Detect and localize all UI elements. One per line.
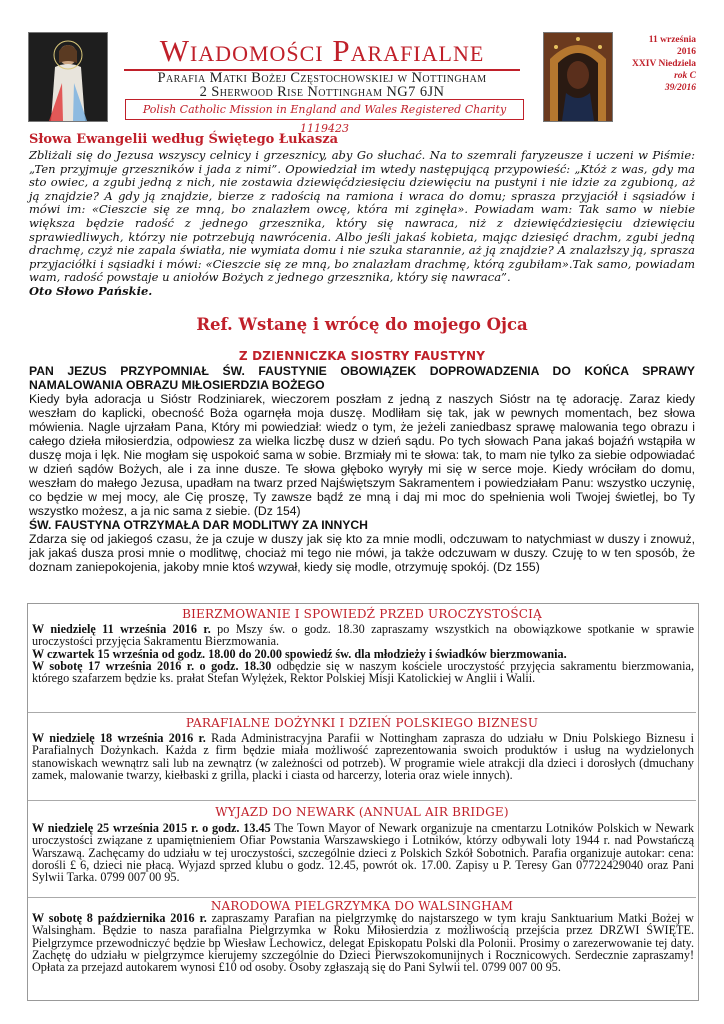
- newark-text: [32, 822, 694, 883]
- gospel-text: Zbliżali się do Jezusa wszyscy celnicy i grzesznicy, aby Go słuchać. Na to szemrali faryzeusze i uczeni w Piśmie: „Ten przyjmuje grzeszników i jada z nimi”. Opowiedział im wtedy następującą przypowieść: „Któż z was, gdy ma sto owiec, a zgubi jedną z nich, nie zostawia dziewięćdziesięciu dziewięciu na pustyni i nie idzie za zgubioną, aż ją znajdzie? A gdy ją znajdzie, bierze z radością na ramiona i wraca do domu; sprasza przyjaciół i sąsiadów i mówi im: «Cieszcie się ze mną, bo znalazłem owcę, która mi zginęła». Powiadam wam: Tak samo w niebie większa będzie radość z jednego grzesznika, który się nawraca, niż z dziewięćdziesięciu dziewięciu sprawiedliwych, którzy nie potrzebują nawrócenia. Albo jeśli jakaś kobieta, mając dziesięć drachm, zgubi jedną drachmę, czyż nie zapala światła, nie wymiata domu i nie szuka starannie, aż ją znajdzie? A znalazłszy ją, sprasza przyjaciółki i sąsiadki i mówi: «Cieszcie się ze mną, bo znalazłam drachmę, którą zgubiłam».Tak samo, powiadam wam, radość powstaje u aniołów Bożych z jednego grzesznika, który się nawraca”.: [29, 148, 695, 285]
- confirmation-info-2: odbędzie się w naszym kościele uroczystość przyjęcia sakramentu bierzmowania, którego szafarzem będzie ks. prałat Stefan Wylężek, Rektor Polskiej Misji Katolickiej w Anglii i Walii.: [32, 658, 694, 686]
- faustina-heading: Z DZIENNICZKA SIOSTRY FAUSTYNY: [238, 349, 486, 363]
- black-madonna-picture: [544, 33, 612, 121]
- issue-date: 11 września: [648, 35, 696, 45]
- newark-heading: WYJAZD DO NEWARK (ANNUAL AIR BRIDGE): [215, 805, 509, 819]
- walsingham-text: [32, 912, 694, 973]
- parish-name: Parafia Matki Bożej Częstochowskiej w Nottingham: [157, 70, 487, 86]
- walsingham-date: W sobotę 8 października 2016 r.: [32, 911, 207, 925]
- faustina-subheading-1: PAN JEZUS PRZYPOMNIAŁ ŚW. FAUSTYNIE OBOWIĄZEK DOPROWADZENIA DO KOŃCA SPRAWY NAMALOWANIA OBRAZU MIŁOSIERDZIA BOŻEGO: [29, 364, 695, 392]
- confirmation-heading: BIERZMOWANIE I SPOWIEDŹ PRZED UROCZYSTOŚCIĄ: [182, 607, 542, 621]
- issue-date-block: [626, 34, 696, 94]
- gospel-text-block: [29, 149, 695, 299]
- parish-address: 2 Sherwood Rise Nottingham NG7 6JN: [199, 84, 445, 100]
- faustina-section: [29, 364, 695, 574]
- liturgical-year: rok C: [674, 71, 696, 81]
- newsletter-title: Wiadomości Parafialne: [159, 33, 485, 68]
- divider-3: [28, 897, 696, 898]
- faustina-paragraph-2: Zdarza się od jakiegoś czasu, że ja czuje w duszy jak się kto za mnie modli, odczuwam to natychmiast w duszy i znowuż, jak jakaś dusza prosi mnie o modlitwę, chociaż mi tego nie mówi, ja także odczuwam w duszy. Czuję to w ten sposób, że doznam zaniepokojenia, jakoby mnie ktoś wzywał, kiedy się modle, otrzymuję spokój. (Dz 155): [29, 532, 695, 574]
- harvest-text: [32, 732, 694, 781]
- harvest-info: Rada Administracyjna Parafii w Nottingham zaprasza do udziału w Dniu Polskiego Biznesu i Parafialnych Dożynkach. Każda z firm będzie miała możliwość zaprezentowania swoich produktów i usług na wydzielonych stanowiskach wewnątrz sali lub na zewnątrz (w zależności od potrzeb). W programie wiele atrakcji dla dzieci i dorosłych (dmuchany zamek, malowanie twarzy, kiełbaski z grilla, placki i ciasta od harcerzy, loteria oraz wiele innych).: [32, 731, 694, 782]
- confirmation-date-1: W niedzielę 11 września 2016 r.: [32, 622, 211, 636]
- liturgical-sunday: XXIV Niedziela: [632, 59, 696, 69]
- newark-info: The Town Mayor of Newark organizuje na cmentarzu Lotników Polskich w Newark uroczystości związane z upamiętnieniem Ofiar Powstania Warszawskiego i Lotników, którzy odbywali loty 1944 r. nad Powstańczą Warszawą. Zachęcamy do udziału w tej uroczystości, szczególnie dzieci z Polskich Szkół Sobotnich. Parafia organizuje autokar: cena: dorośli £ 6, dzieci nie płacą. Wyjazd sprzed klubu o godz. 12.45, powrót ok. 17.00. Zapisy u P. Teresy Gan 07722429040 oraz Pani Sylwii Tarka. 0799 007 00 95.: [32, 821, 694, 885]
- madonna-image: [543, 32, 613, 122]
- confirmation-info-1: po Mszy św. o godz. 18.30 zapraszamy wszystkich na obowiązkowe spotkanie w sprawie uroczystości przyjęcia Sakramentu Bierzmowania.: [32, 622, 694, 649]
- confirmation-date-2: W sobotę 17 września 2016 r. o godz. 18.30: [32, 658, 272, 673]
- confession-info: W czwartek 15 września od godz. 18.00 do 20.00 spowiedź św. dla młodzieży i świadków bierzmowania.: [32, 646, 567, 661]
- walsingham-heading: NARODOWA PIELGRZYMKA DO WALSINGHAM: [210, 899, 514, 913]
- gospel-title: Słowa Ewangelii według Świętego Łukasza: [29, 132, 339, 147]
- divider-1: [28, 712, 696, 713]
- gospel-ending: Oto Słowo Pańskie.: [29, 283, 153, 298]
- harvest-date: W niedzielę 18 września 2016 r.: [32, 731, 206, 745]
- divine-mercy-picture: [29, 33, 107, 121]
- issue-number: 39/2016: [664, 83, 696, 93]
- divine-mercy-image: [28, 32, 108, 122]
- walsingham-info: zapraszamy Parafian na pielgrzymkę do najstarszego w tym kraju Sanktuarium Matki Bożej w Walsingham. Będzie to nasza parafialna Pielgrzymka w Roku Miłosierdzia z możliwością przejścia przez DRZWI ŚWIĘTE. Pielgrzymce przewodniczyć będzie bp Wiesław Lechowicz, delegat Episkopatu Polski dla Polonii. Prosimy o zarezerwowanie tej daty. Zachętę do udziału w pielgrzymce kierujemy szczególnie do Dzieci Pierwszokomunijnych i Rocznicowych. Serdecznie zapraszamy! Opłata za przejazd autokarem wynosi £10 od osoby. Osoby zgłaszają się do Pani Sylwii tel. 0799 007 00 95.: [32, 911, 694, 975]
- divider-2: [28, 800, 696, 801]
- faustina-subheading-2: ŚW. FAUSTYNA OTRZYMAŁA DAR MODLITWY ZA INNYCH: [29, 518, 368, 532]
- harvest-heading: PARAFIALNE DOŻYNKI I DZIEŃ POLSKIEGO BIZNESU: [185, 716, 539, 730]
- issue-year: 2016: [677, 47, 696, 57]
- newark-date: W niedzielę 25 września 2015 r. o godz. 13.45: [32, 821, 271, 835]
- faustina-paragraph-1: Kiedy była adoracja u Sióstr Rodziniarek, wieczorem poszłam z jedną z naszych Sióstr na tę adorację. Zaraz kiedy weszłam do kaplicki, obecność Boża ogarnęła moja duszę. Modliłam się tak, jak w pewnych momentach, bez słowa mówienia. Nagle ujrzałam Pana, Który mi powiedział: wiedz o tym, że jeżeli zaniedbasz sprawę malowania tego obrazu i całego dzieła miłosierdzia, odpowiesz za wielka liczbę dusz w dzień sądu. Po tych słowach Pana jakaś bojaźń wstąpiła w duszę moja i lęk. Nie mogłam się uspokoić sama w sobie. Brzmiały mi te słowa: tak, to mam nie tylko za siebie odpowiadać w dzień sądów Bożych, ale i za inne dusze. Te słowa głęboko wyryły mi się w serce moje. Kiedy wróciłam do domu, weszłam do małego Jezusa, upadłam na twarz przed Najświętszym Sakramentem i powiedziałam Panu: wszystko uczynię, co będzie w mej mocy, ale Cię proszę, Ty zawsze bądź ze mną i daj mi moc do spełnienia woli Twojej świetlej, bo Ty wszystko możesz, a ja nic sama z siebie. (Dz 154): [29, 392, 695, 518]
- psalm-refrain: Ref. Wstanę i wrócę do mojego Ojca: [196, 315, 528, 334]
- charity-registration: Polish Catholic Mission in England and Wales Registered Charity 1119423: [125, 99, 524, 120]
- confirmation-text: [32, 623, 694, 684]
